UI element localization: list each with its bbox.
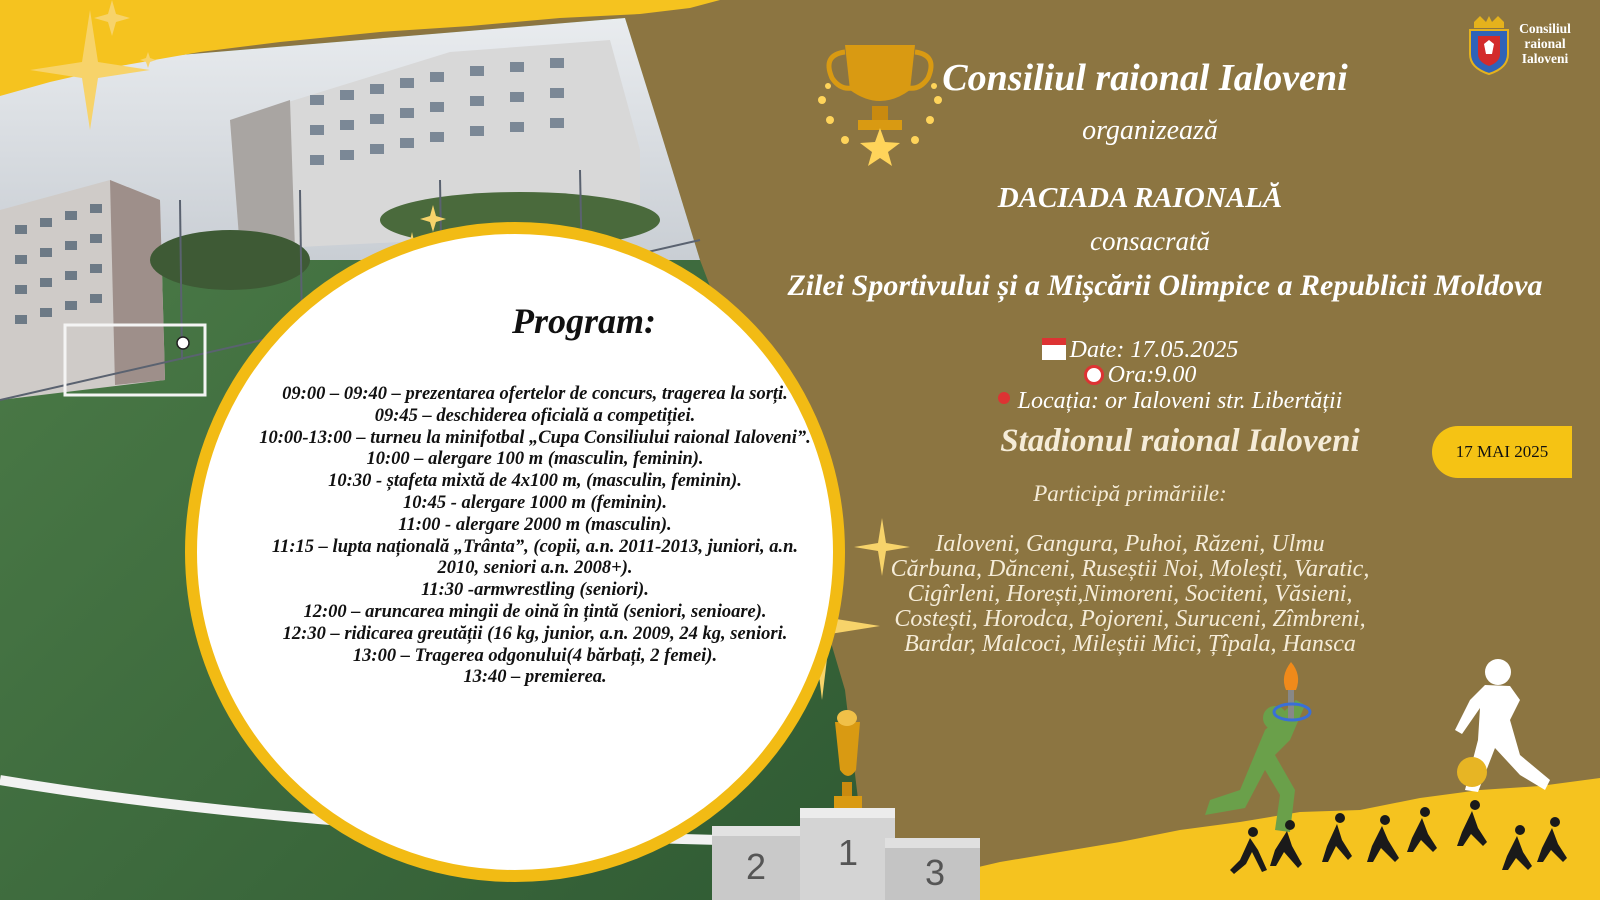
program-item: 09:45 – deschiderea oficială a competiției. [374,405,696,426]
calendar-icon [1042,338,1066,360]
program-item: 12:00 – aruncarea mingii de oină în țintă (seniori, senioare). [303,601,767,622]
date-line [960,337,1320,364]
program-item: 10:30 - ștafeta mixtă de 4x100 m, (masculin, feminin). [328,471,742,492]
program-item: 11:30 -armwrestling (seniori). [421,580,649,601]
program-list [255,384,815,689]
program-item: 13:40 – premierea. [463,667,607,688]
participants-line: Cigîrleni, Horești,Nimoreni, Sociteni, Văsieni, [907,581,1353,607]
participants-line: Costești, Horodca, Pojoreni, Suruceni, Zîmbreni, [894,606,1366,632]
dedicated-label: consacrată [1090,226,1210,256]
program-item: 10:00 – alergare 100 m (masculin, feminin). [366,449,704,470]
organizer-verb: organizează [1082,115,1218,146]
podium-place-3: 3 [925,852,946,893]
participants-line: Cărbuna, Dănceni, Ruseștii Noi, Molești, Varatic, [890,556,1370,582]
logo-line: Ialoveni [1521,51,1569,66]
program-item: 09:00 – 09:40 – prezentarea ofertelor de concurs, tragerea la sorți. [282,384,788,404]
program-title: Program: [512,301,656,341]
podium-place-1: 1 [838,832,859,873]
football-icon [1457,757,1487,787]
program-item: 13:00 – Tragerea odgonului(4 bărbați, 2 femei). [352,645,718,666]
dedication-text: Zilei Sportivului și a Mișcării Olimpice a Republicii Moldova [787,269,1543,302]
date-badge: 17 MAI 2025 [1432,426,1572,478]
organizer-title: Consiliul raional Ialoveni [942,57,1348,99]
program-item: 10:45 - alergare 1000 m (feminin). [402,492,668,513]
event-title: DACIADA RAIONALĂ [997,182,1283,214]
event-date: Date: 17.05.2025 [1069,337,1239,363]
program-item: 12:30 – ridicarea greutății (16 kg, junior, a.n. 2009, 24 kg, seniori. [282,623,788,644]
participants-line: Ialoveni, Gangura, Puhoi, Răzeni, Ulmu [935,531,1325,557]
stadium-name: Stadionul raional Ialoveni [1000,423,1360,459]
program-item: 10:00-13:00 – turneu la minifotbal „Cupa Consiliului raional Ialoveni”. [259,427,811,448]
participants-line: Bardar, Malcoci, Mileștii Mici, Țîpala, Hansca [904,631,1356,657]
program-item: 11:00 - alergare 2000 m (masculin). [398,514,672,535]
program-item: 11:15 – lupta națională „Trânta”, (copii, a.n. 2011-2013, juniori, a.n. 2010, seniori a.n. 2008+). [271,536,799,579]
event-location: Locația: or Ialoveni str. Libertății [1017,388,1343,414]
logo-text [1500,21,1590,66]
logo-line: raional [1524,36,1566,51]
event-time: Ora:9.00 [1107,362,1197,388]
logo-line: Consiliul [1519,21,1571,36]
participants-label: Participă primăriile: [1033,481,1227,506]
time-line [960,362,1320,389]
participants-list [860,532,1400,657]
podium-place-2: 2 [746,846,767,887]
pin-icon [998,392,1010,404]
location-line [960,388,1380,415]
alarm-clock-icon [1084,365,1104,385]
